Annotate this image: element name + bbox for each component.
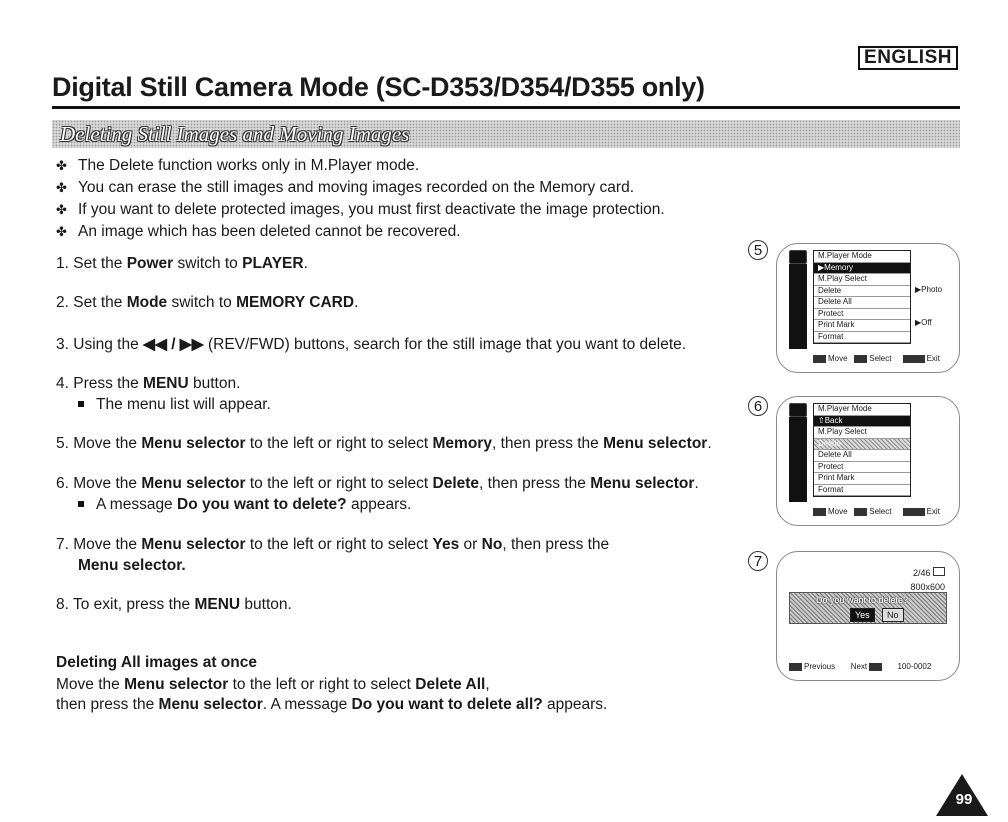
- note-item: [56, 221, 665, 243]
- menu-row: ⇧Back: [814, 416, 910, 428]
- menu-row: Print Mark: [814, 473, 910, 485]
- select-key-icon: [854, 355, 867, 363]
- screen-number-7: 7: [748, 551, 768, 571]
- note-text: You can erase the still images and moving images recorded on the Memory card.: [78, 179, 634, 196]
- page-title: Digital Still Camera Mode (SC-D353/D354/D355 only): [52, 72, 705, 102]
- menu-row: M.Play Select: [814, 427, 910, 439]
- menu-key-icon: [903, 508, 925, 516]
- step-7-cont: Menu selector.: [78, 557, 186, 574]
- step-6-sub: A message Do you want to delete? appears.: [78, 494, 411, 516]
- playback-screen-7: [776, 551, 960, 681]
- camera-tab-icon: [789, 403, 807, 417]
- move-key-icon: [813, 508, 826, 516]
- menu-row: Protect: [814, 309, 910, 321]
- menu-value: ▶Off: [915, 318, 932, 327]
- bullet-icon: ✤: [56, 158, 67, 173]
- step-1: 1. Set the Power switch to PLAYER.: [56, 255, 308, 272]
- menu-row: ▶Memory: [814, 263, 910, 275]
- menu-title: M.Player Mode: [814, 404, 910, 416]
- step-7: 7. Move the Menu selector to the left or right to select Yes or No, then press the: [56, 536, 610, 553]
- yes-button[interactable]: Yes: [850, 608, 875, 622]
- menu-row: Protect: [814, 462, 910, 474]
- page-number: 99: [955, 791, 973, 808]
- delete-all-line-1: Move the Menu selector to the left or right to select Delete All,: [56, 676, 490, 693]
- step-4: 4. Press the MENU button.: [56, 375, 241, 392]
- menu-row: Delete All: [814, 297, 910, 309]
- menu-row-highlighted: Delete: [814, 439, 910, 451]
- menu-row: Format: [814, 332, 910, 344]
- memory-card-icon: [933, 567, 945, 576]
- note-item: [56, 177, 665, 199]
- screen-footer: Move Select Exit: [813, 354, 940, 363]
- screen-footer: Previous Next 100-0002: [789, 662, 931, 671]
- rev-fwd-icon: ◀◀ / ▶▶: [143, 336, 204, 353]
- menu-row: Format: [814, 485, 910, 497]
- screen-number-5: 5: [748, 240, 768, 260]
- menu-key-icon: [903, 355, 925, 363]
- note-item: [56, 155, 665, 177]
- menu-value: ▶Photo: [915, 285, 943, 294]
- step-4-sub: The menu list will appear.: [78, 394, 271, 416]
- delete-dialog: [789, 592, 947, 624]
- next-key-icon: [869, 663, 882, 671]
- delete-all-line-2: then press the Menu selector. A message Do you want to delete all? appears.: [56, 696, 608, 713]
- delete-all-heading: Deleting All images at once: [56, 654, 257, 671]
- title-divider: [52, 106, 960, 109]
- square-bullet-icon: [78, 501, 84, 507]
- language-badge: ENGLISH: [858, 46, 958, 70]
- screen-number-6: 6: [748, 396, 768, 416]
- camera-tab-icon: [789, 250, 807, 264]
- no-button[interactable]: No: [882, 608, 904, 622]
- step-2: 2. Set the Mode switch to MEMORY CARD.: [56, 294, 359, 311]
- select-key-icon: [854, 508, 867, 516]
- menu-screen-5: [776, 243, 960, 373]
- square-bullet-icon: [78, 401, 84, 407]
- menu-tab-strip: [789, 417, 807, 502]
- bullet-icon: ✤: [56, 180, 67, 195]
- move-key-icon: [813, 355, 826, 363]
- menu-tab-strip: [789, 264, 807, 349]
- menu-row: Print Mark: [814, 320, 910, 332]
- notes-list: [56, 155, 665, 243]
- menu-title: M.Player Mode: [814, 251, 910, 263]
- note-text: An image which has been deleted cannot be recovered.: [78, 223, 461, 240]
- section-bar: [52, 120, 960, 148]
- previous-key-icon: [789, 663, 802, 671]
- step-3: 3. Using the ◀◀ / ▶▶ (REV/FWD) buttons, search for the still image that you want to delete.: [56, 336, 687, 353]
- step-8: 8. To exit, press the MENU button.: [56, 596, 292, 613]
- screen-footer: Move Select Exit: [813, 507, 940, 516]
- bullet-icon: ✤: [56, 202, 67, 217]
- step-5: 5. Move the Menu selector to the left or right to select Memory, then press the Menu selector.: [56, 435, 712, 452]
- step-6: 6. Move the Menu selector to the left or right to select Delete, then press the Menu selector.: [56, 475, 699, 492]
- bullet-icon: ✤: [56, 224, 67, 239]
- menu-list: [813, 403, 911, 497]
- section-heading: Deleting Still Images and Moving Images: [60, 122, 410, 146]
- menu-row: M.Play Select: [814, 274, 910, 286]
- menu-row: Delete All: [814, 450, 910, 462]
- menu-screen-6: [776, 396, 960, 526]
- image-counter: 2/46 800x600: [910, 568, 945, 592]
- dialog-message: Do you want to delete?: [816, 595, 909, 605]
- menu-row: Delete: [814, 286, 910, 298]
- note-text: If you want to delete protected images, you must first deactivate the image protection.: [78, 201, 665, 218]
- note-item: [56, 199, 665, 221]
- menu-list: [813, 250, 911, 344]
- note-text: The Delete function works only in M.Player mode.: [78, 157, 420, 174]
